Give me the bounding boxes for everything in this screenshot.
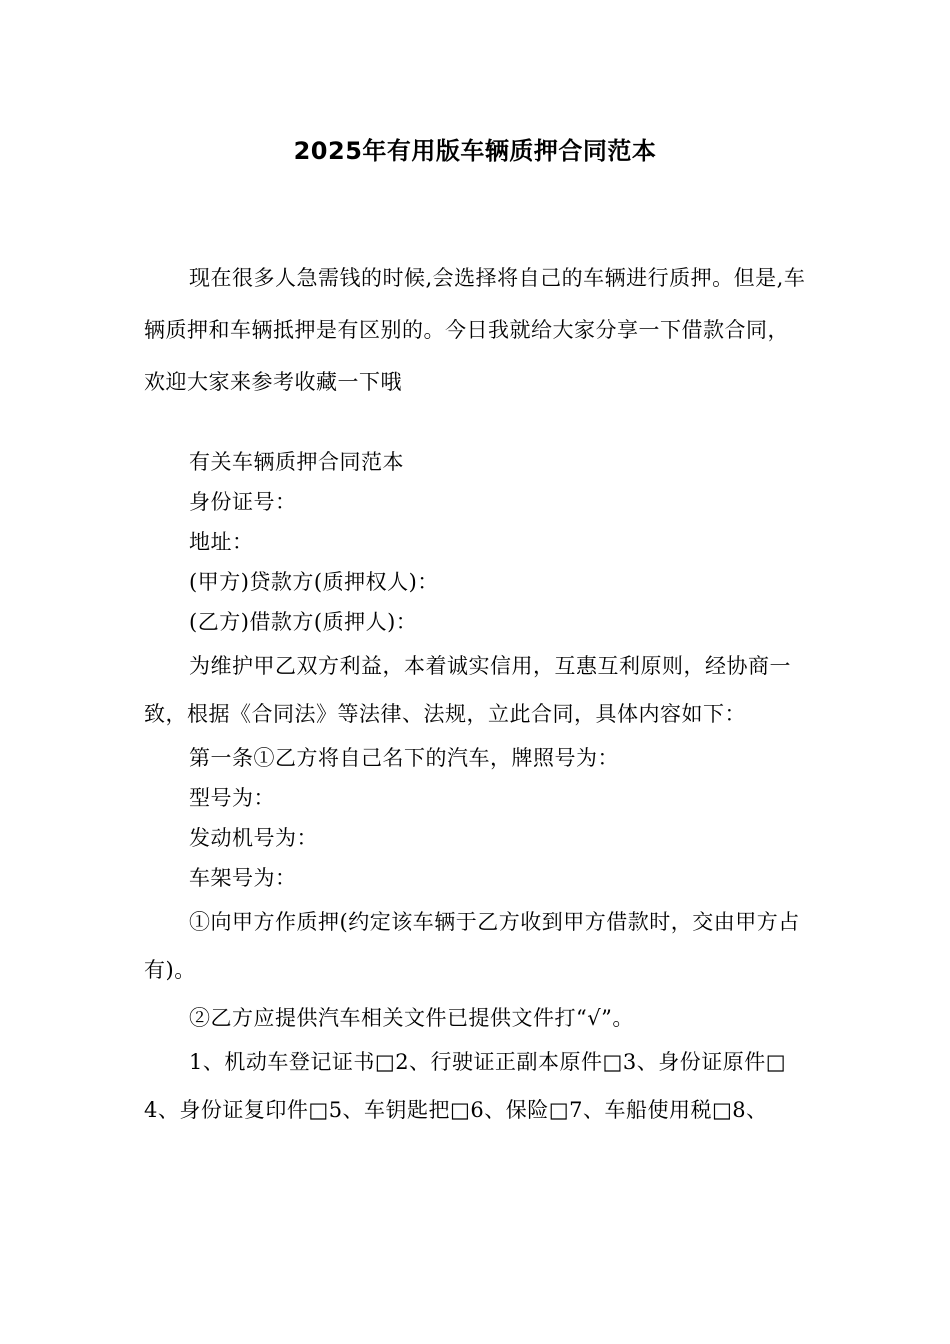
documents-clause: ②乙方应提供汽车相关文件已提供文件打“√”。 bbox=[189, 1006, 634, 1030]
id-number-line: 身份证号： bbox=[189, 490, 297, 514]
contract-section bbox=[144, 442, 810, 1134]
intro-paragraph: 现在很多人急需钱的时候,会选择将自己的车辆进行质押。但是,车辆质押和车辆抵押是有区别的。今日我就给大家分享一下借款合同，欢迎大家来参考收藏一下哦 bbox=[144, 266, 806, 394]
engine-number-line: 发动机号为： bbox=[189, 826, 318, 850]
model-line: 型号为： bbox=[189, 786, 275, 810]
preamble-paragraph: 为维护甲乙双方利益，本着诚实信用，互惠互利原则，经协商一致，根据《合同法》等法律、法规，立此合同，具体内容如下： bbox=[144, 654, 791, 726]
party-b-line: (乙方)借款方(质押人)： bbox=[189, 610, 418, 634]
contract-heading: 有关车辆质押合同范本 bbox=[189, 450, 404, 474]
address-line: 地址： bbox=[189, 530, 254, 554]
intro-section bbox=[144, 252, 810, 408]
pledge-clause: ①向甲方作质押(约定该车辆于乙方收到甲方借款时，交由甲方占有)。 bbox=[144, 910, 800, 982]
article-one-line: 第一条①乙方将自己名下的汽车，牌照号为： bbox=[189, 746, 619, 770]
frame-number-line: 车架号为： bbox=[189, 866, 297, 890]
document-title: 2025年有用版车辆质押合同范本 bbox=[293, 137, 657, 165]
party-a-line: (甲方)贷款方(质押权人)： bbox=[189, 570, 439, 594]
documents-checklist: 1、机动车登记证书□2、行驶证正副本原件□3、身份证原件□4、身份证复印件□5、车钥匙把□6、保险□7、车船使用税□8、 bbox=[144, 1050, 787, 1122]
